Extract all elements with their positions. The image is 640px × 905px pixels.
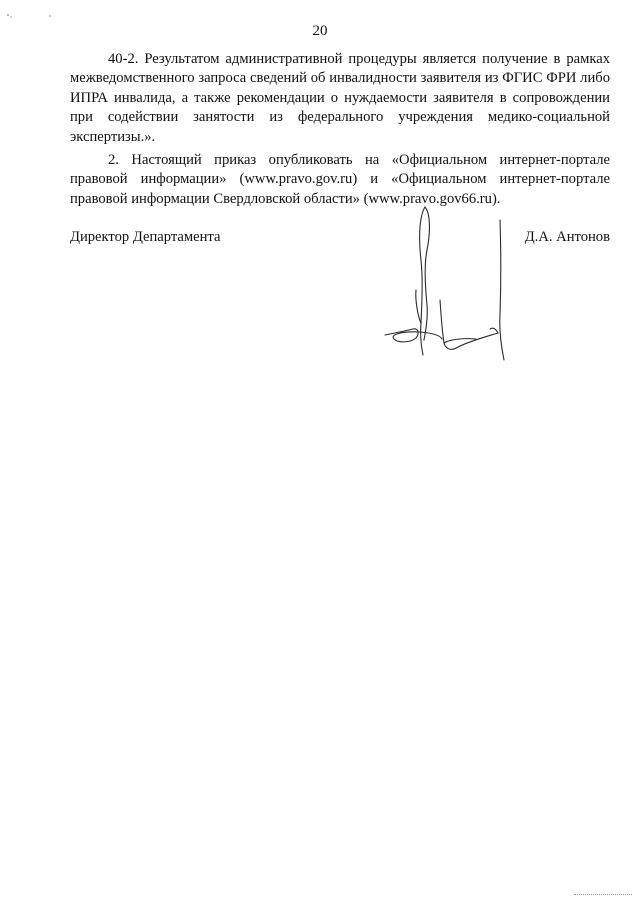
signatory-name: Д.А. Антонов: [524, 229, 610, 245]
scan-artifact-marks: [6, 10, 56, 20]
handwritten-signature: [380, 205, 520, 365]
signatory-title: Директор Департамента: [70, 229, 221, 245]
paragraph-40-2: 40-2. Результатом административной процедуры является получение в рамках межведомственного запроса сведений об инвалидности заявителя из ФГИС ФРИ либо ИПРА инвалида, а также рекомендации о нуждаемости заявителя в сопровождении при содействии занятости из федерального учреждения медико-социальной экспертизы.».: [70, 51, 610, 145]
scan-footer-mark: [574, 894, 632, 899]
paragraph-publication: 2. Настоящий приказ опубликовать на «Официальном интернет-портале правовой информации» (www.pravo.gov.ru) и «Официальном интернет-портале правовой информации Свердловской области» (www.pravo.gov66.ru).: [70, 152, 610, 207]
page-number: 20: [312, 23, 328, 39]
